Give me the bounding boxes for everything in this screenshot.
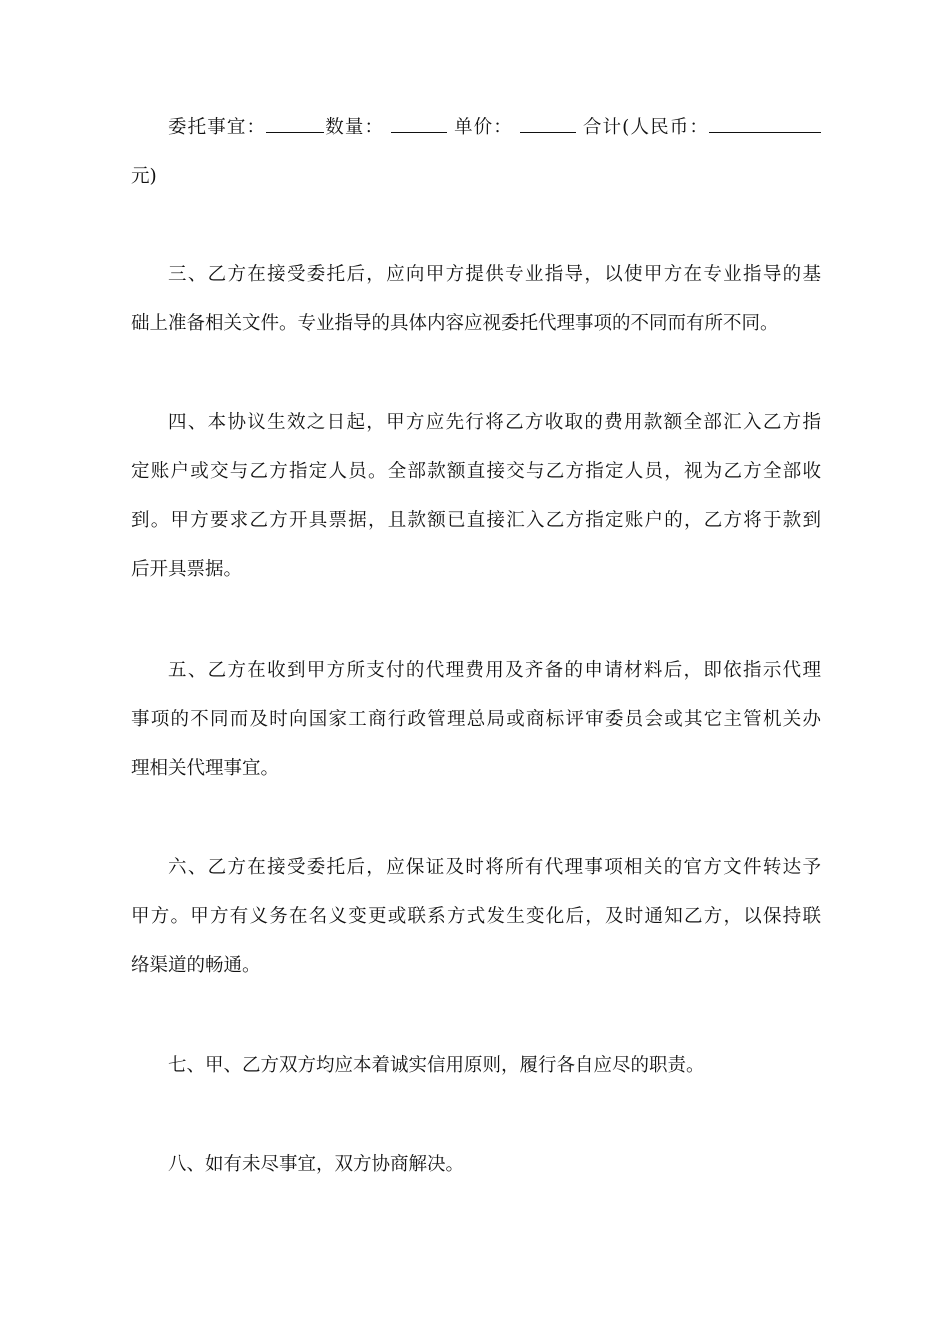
clause-line: 三、乙方在接受委托后，应向甲方提供专业指导，以使甲方在专业指导的基 bbox=[168, 264, 821, 285]
currency-suffix: 元) bbox=[131, 166, 157, 187]
total-label: 合计(人民币： bbox=[582, 117, 709, 138]
clause-line: 甲方。甲方有义务在名义变更或联系方式发生变化后，及时通知乙方，以保持联 bbox=[131, 906, 821, 927]
quantity-blank bbox=[391, 114, 447, 134]
clause-line: 后开具票据。 bbox=[131, 559, 243, 580]
matter-label: 委托事宜： bbox=[168, 117, 267, 138]
clause-line: 事项的不同而及时向国家工商行政管理总局或商标评审委员会或其它主管机关办 bbox=[131, 709, 821, 730]
clause-line: 八、如有未尽事宜，双方协商解决。 bbox=[168, 1154, 465, 1175]
clause-line: 四、本协议生效之日起，甲方应先行将乙方收取的费用款额全部汇入乙方指 bbox=[168, 412, 821, 433]
unit-price-blank bbox=[520, 114, 576, 134]
unit-price-label: 单价： bbox=[454, 117, 513, 138]
clause-line: 础上准备相关文件。专业指导的具体内容应视委托代理事项的不同而有所不同。 bbox=[131, 313, 779, 334]
clause-3 bbox=[131, 250, 821, 348]
clause-8 bbox=[131, 1140, 821, 1189]
clause-line: 络渠道的畅通。 bbox=[131, 955, 261, 976]
matter-blank bbox=[266, 114, 324, 134]
quantity-label: 数量： bbox=[324, 117, 385, 138]
clause-line: 到。甲方要求乙方开具票据，且款额已直接汇入乙方指定账户的，乙方将于款到 bbox=[131, 510, 821, 531]
clause-line: 理相关代理事宜。 bbox=[131, 758, 280, 779]
fee-fields-paragraph bbox=[131, 103, 821, 201]
total-blank bbox=[709, 114, 821, 134]
clause-line: 七、甲、乙方双方均应本着诚实信用原则，履行各自应尽的职责。 bbox=[168, 1055, 705, 1076]
fee-fields-line bbox=[131, 103, 821, 152]
clause-line: 五、乙方在收到甲方所支付的代理费用及齐备的申请材料后，即依指示代理 bbox=[168, 660, 821, 681]
clause-4 bbox=[131, 398, 821, 594]
clause-line: 定账户或交与乙方指定人员。全部款额直接交与乙方指定人员，视为乙方全部收 bbox=[131, 461, 821, 482]
clause-7 bbox=[131, 1041, 821, 1090]
clause-6 bbox=[131, 843, 821, 990]
clause-5 bbox=[131, 646, 821, 793]
clause-line: 六、乙方在接受委托后，应保证及时将所有代理事项相关的官方文件转达予 bbox=[168, 857, 821, 878]
